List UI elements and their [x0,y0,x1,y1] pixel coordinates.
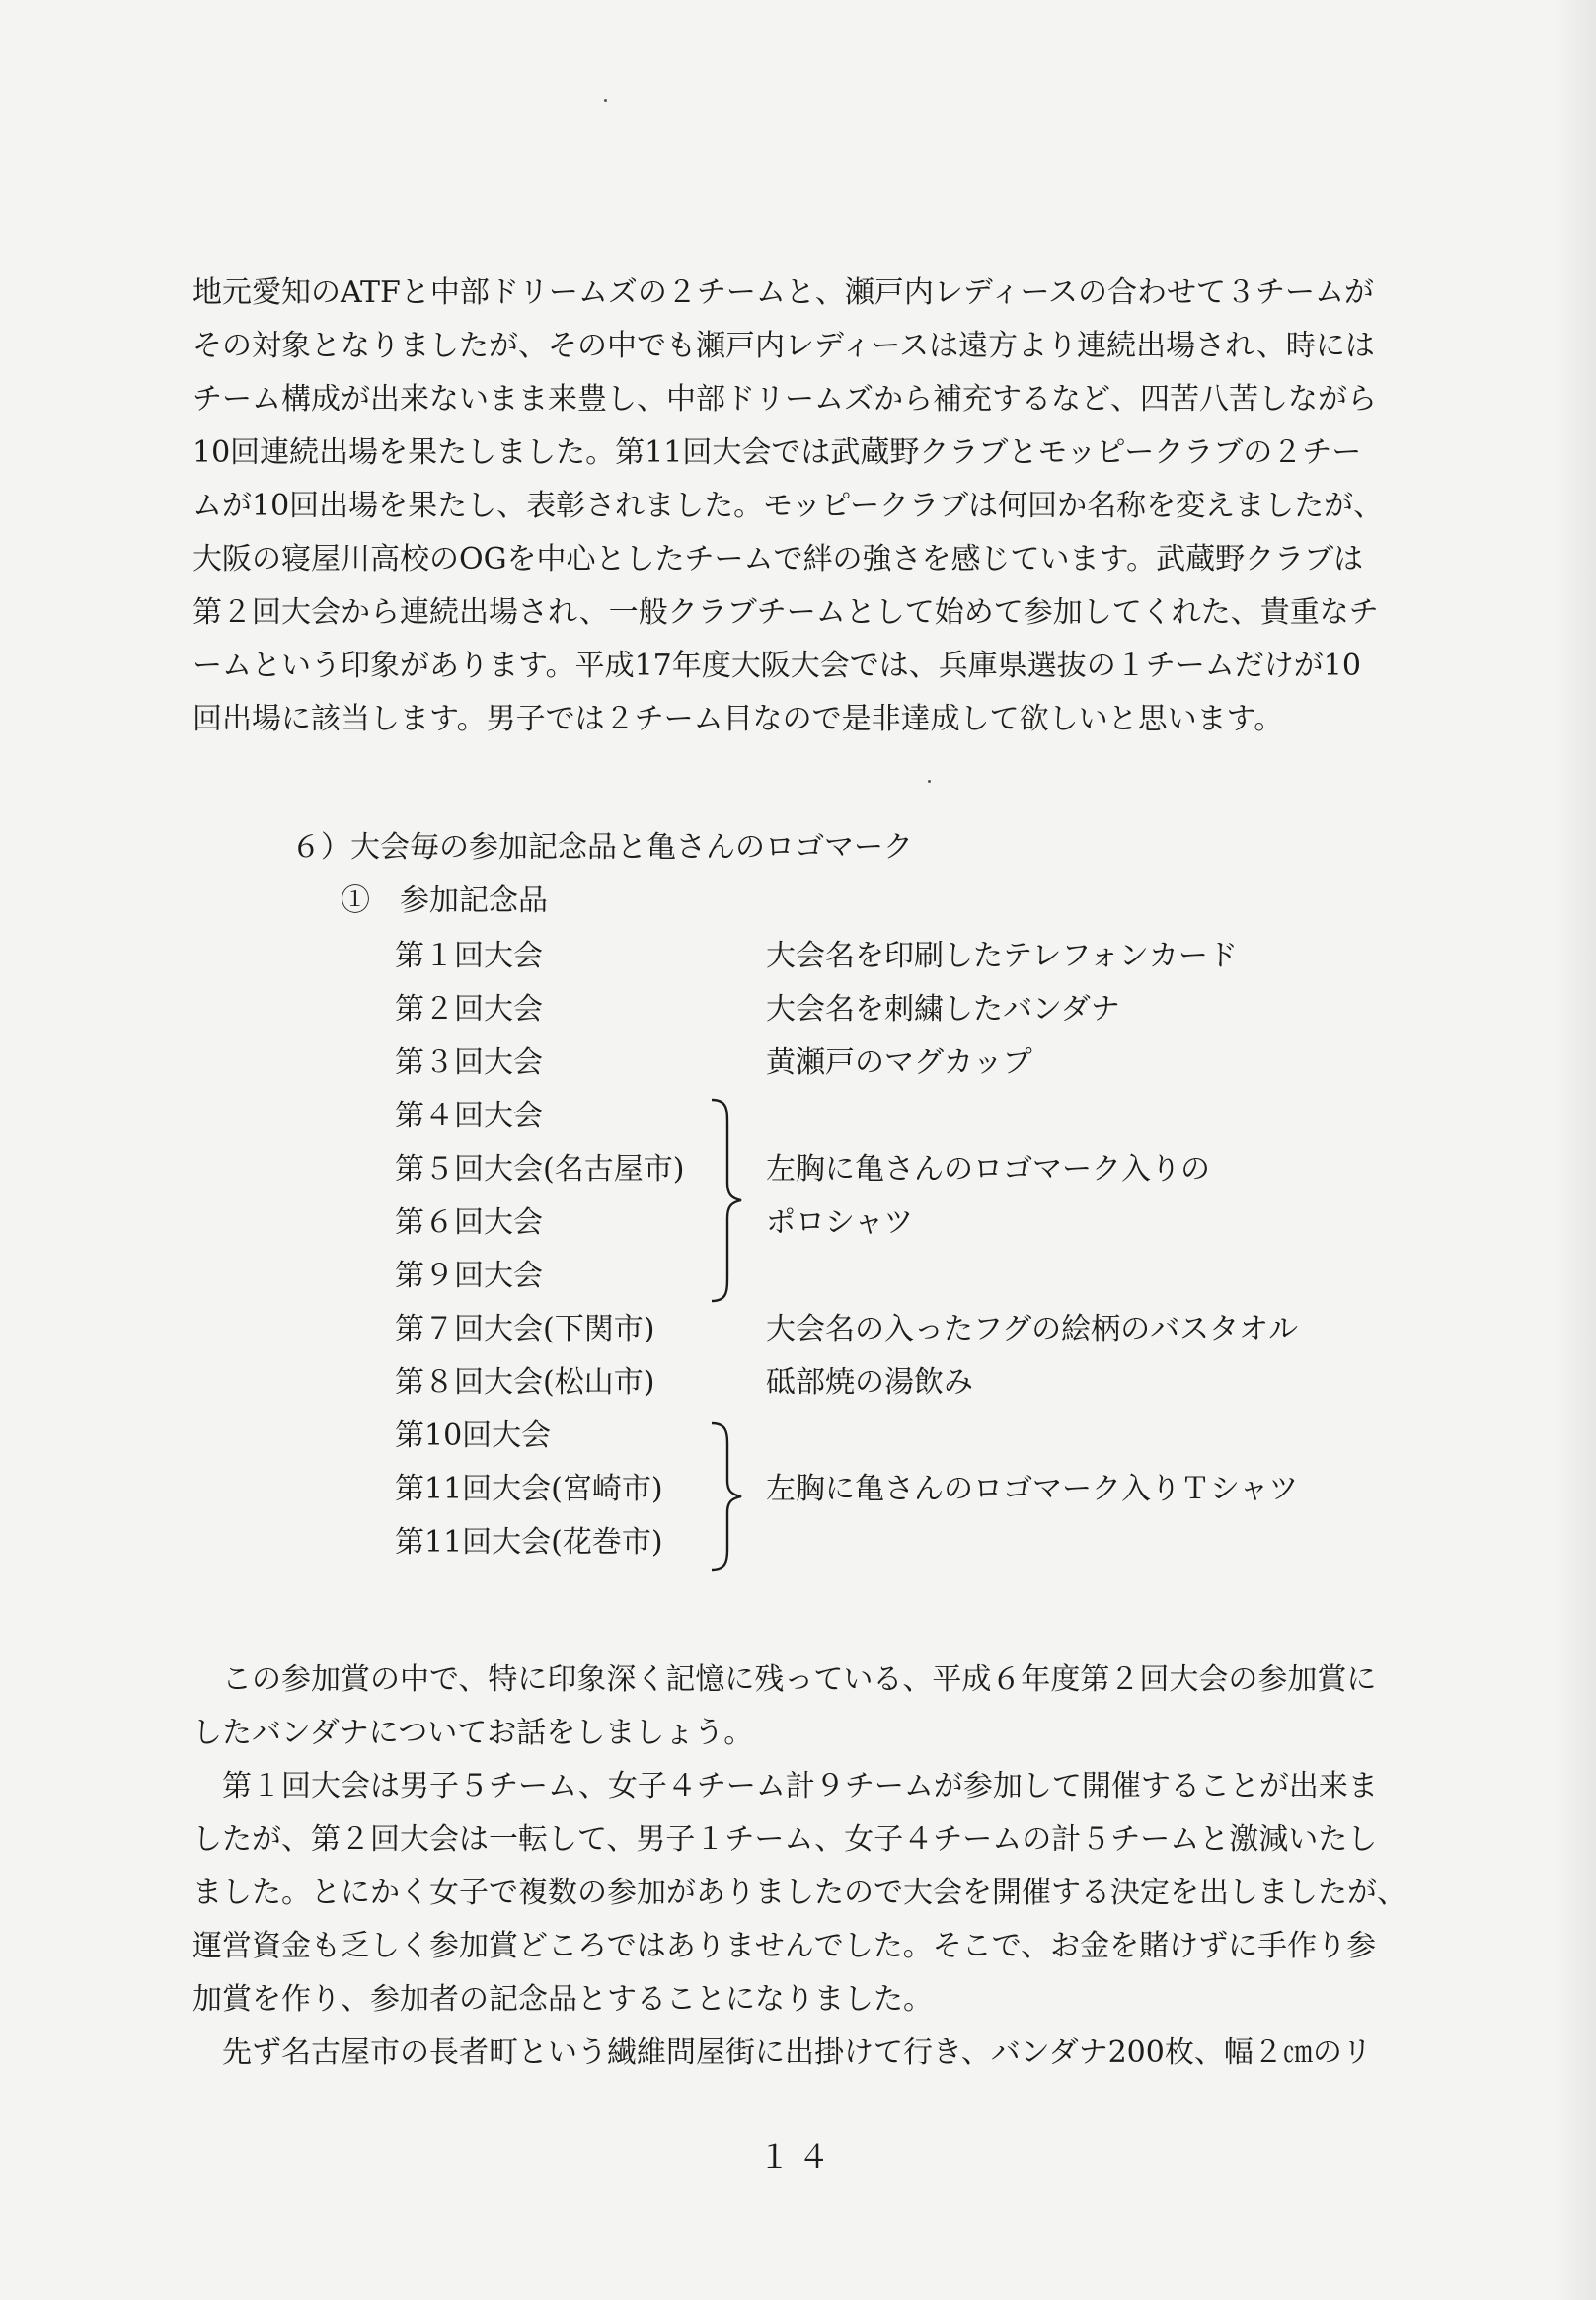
text-line: ームという印象があります。平成17年度大阪大会では、兵庫県選抜の１チームだけが10 [192,649,1361,683]
text-line: 第２回大会から連続出場され、一般クラブチームとして始めて参加してくれた、貴重なチ [192,595,1379,630]
curly-brace-icon [706,1096,745,1305]
text-line: したが、第２回大会は一転して、男子１チーム、女子４チームの計５チームと激減いたし [192,1822,1378,1857]
paragraph-nagoya-trip [192,2027,1426,2080]
event-label: 第１回大会 [395,939,543,973]
event-label: 第６回大会 [395,1205,543,1240]
event-label: 第９回大会 [395,1259,543,1293]
curly-brace-icon [706,1419,745,1573]
page-number: １４ [758,2138,838,2176]
souvenir-item: ポロシャツ [766,1205,914,1240]
paragraph-second-event [192,1760,1426,2027]
event-label: 第５回大会(名古屋市) [395,1152,685,1187]
souvenir-item: 左胸に亀さんのロゴマーク入りＴシャツ [766,1472,1299,1506]
souvenir-item: 砥部焼の湯飲み [766,1365,973,1400]
event-label: 第４回大会 [395,1099,543,1133]
text-line: その対象となりましたが、その中でも瀬戸内レディースは遠方より連続出場され、時には [192,329,1375,363]
paragraph-intro [192,267,1426,746]
event-label: 第11回大会(宮崎市) [395,1472,663,1506]
text-line: 先ず名古屋市の長者町という繊維問屋街に出掛けて行き、バンダナ200枚、幅２㎝のリ [192,2035,1372,2070]
text-line: 大阪の寝屋川高校のOGを中心としたチームで絆の強さを感じています。武蔵野クラブは [192,542,1364,576]
text-line: チーム構成が出来ないまま来豊し、中部ドリームズから補充するなど、四苦八苦しながら [192,382,1377,417]
scan-speck [604,99,607,102]
souvenir-item: 黄瀬戸のマグカップ [766,1045,1032,1080]
event-label: 第８回大会(松山市) [395,1365,655,1400]
section-heading: ６）大会毎の参加記念品と亀さんのロゴマーク [291,830,913,865]
event-label: 第11回大会(花巻市) [395,1525,663,1560]
souvenir-item: 左胸に亀さんのロゴマーク入りの [766,1152,1210,1187]
text-line: 第１回大会は男子５チーム、女子４チーム計９チームが参加して開催することが出来ま [192,1769,1378,1803]
text-line: この参加賞の中で、特に印象深く記憶に残っている、平成６年度第２回大会の参加賞に [192,1662,1377,1697]
text-line: 回出場に該当します。男子では２チーム目なので是非達成して欲しいと思います。 [192,702,1284,736]
event-label: 第７回大会(下関市) [395,1312,655,1346]
section-subheading: ① 参加記念品 [341,883,548,918]
text-line: ました。とにかく女子で複数の参加がありましたので大会を開催する決定を出しましたが、 [192,1876,1406,1910]
paragraph-bandana-intro [192,1653,1426,1760]
souvenir-item: 大会名を刺繍したバンダナ [766,992,1120,1027]
event-label: 第２回大会 [395,992,543,1027]
text-line: したバンダナについてお話をしましょう。 [192,1716,754,1750]
souvenir-item: 大会名を印刷したテレフォンカード [766,939,1238,973]
event-label: 第10回大会 [395,1418,552,1453]
scan-speck [928,780,931,783]
text-line: 地元愛知のATFと中部ドリームズの２チームと、瀬戸内レディースの合わせて３チームが [192,275,1374,310]
text-line: 10回連続出場を果たしました。第11回大会では武蔵野クラブとモッピークラブの２チー [192,435,1362,470]
text-line: 運営資金も乏しく参加賞どころではありませんでした。そこで、お金を賭けずに手作り参 [192,1929,1377,1963]
text-line: 加賞を作り、参加者の記念品とすることになりました。 [192,1982,933,2017]
souvenir-item: 大会名の入ったフグの絵柄のバスタオル [766,1312,1299,1346]
scan-edge-shadow [1557,0,1596,2300]
text-line: ムが10回出場を果たし、表彰されました。モッピークラブは何回か名称を変えましたが、 [192,489,1384,523]
event-label: 第３回大会 [395,1045,543,1080]
